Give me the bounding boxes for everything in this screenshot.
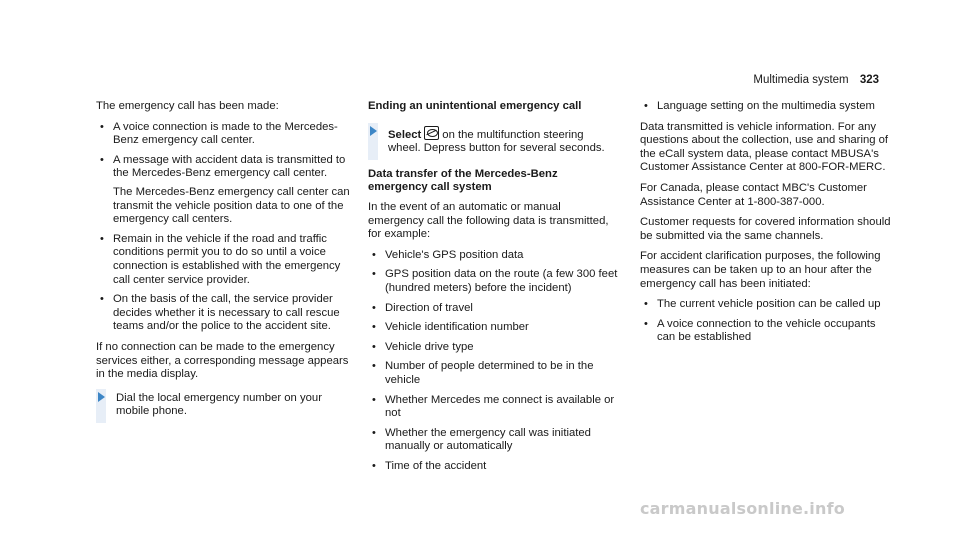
bullet-icon: •	[372, 393, 376, 406]
triangle-right-icon	[370, 126, 377, 136]
bullet-icon: •	[372, 321, 376, 334]
section-heading: Data transfer of the Mercedes-Benz emergency call system	[368, 167, 558, 194]
list-item: • Time of the accident	[372, 459, 487, 472]
measures-list	[640, 298, 895, 345]
list-item: • Vehicle drive type	[372, 340, 474, 353]
language-list	[640, 100, 895, 114]
intro-text: In the event of an automatic or manual emergency call the following data is transmitted, for example:	[368, 200, 609, 241]
section-title: Multimedia system	[753, 74, 849, 86]
bullet-icon: •	[100, 153, 104, 166]
bullet-icon: •	[100, 232, 104, 245]
intro-text: The emergency call has been made:	[96, 100, 279, 112]
bullet-icon: •	[100, 120, 104, 133]
paragraph: For Canada, please contact MBC's Customer Assistance Center at 1-800-387-000.	[640, 181, 867, 208]
column-2	[368, 100, 618, 480]
triangle-right-icon	[98, 392, 105, 402]
section-heading: Ending an unintentional emergency call	[368, 100, 582, 112]
no-connection-text: If no connection can be made to the emergency services either, a corresponding message appears in the media display.	[96, 340, 349, 381]
list-item: • Number of people determined to be in the vehicle	[372, 360, 594, 386]
list-item: • Remain in the vehicle if the road and traffic conditions permit you to do so until a voice connection is established with the emergency call center service provider.	[100, 232, 341, 286]
bullet-icon: •	[372, 268, 376, 281]
list-item: • A voice connection to the vehicle occupants can be established	[644, 317, 876, 344]
list-item: • Whether the emergency call was initiated manually or automatically	[372, 426, 591, 453]
sub-paragraph: The Mercedes-Benz emergency call center can transmit the vehicle position data to one of the emergency call centers.	[113, 185, 350, 226]
paragraph: Customer requests for covered information should be submitted via the same channels.	[640, 216, 891, 242]
column-1	[96, 100, 352, 427]
paragraph: Data transmitted is vehicle information. For any questions about the collection, use and sharing of the eCall system data, please contact MBUSA's Customer Assistance Center at 800-FOR-MERC.	[640, 120, 889, 174]
watermark: carmanualsonline.info	[640, 499, 845, 518]
page-number: 323	[859, 74, 879, 86]
list-item: • GPS position data on the route (a few 300 feet (hundred meters) before the incident)	[372, 268, 618, 294]
page-header	[753, 74, 879, 88]
column-3	[640, 100, 895, 352]
list-item: • Direction of travel	[372, 301, 473, 314]
bullet-icon: •	[372, 426, 376, 439]
paragraph: For accident clarification purposes, the following measures can be taken up to an hour after the emergency call has been initiated:	[640, 250, 881, 290]
instruction-step: Dial the local emergency number on your mobile phone.	[96, 392, 352, 419]
data-transfer-list	[368, 249, 618, 474]
bullet-icon: •	[372, 340, 376, 353]
bullet-icon: •	[100, 293, 104, 306]
list-item: • The current vehicle position can be called up	[644, 298, 881, 311]
list-item: • Vehicle's GPS position data	[372, 248, 524, 261]
bullet-icon: •	[372, 360, 376, 373]
bullet-icon: •	[372, 459, 376, 472]
list-item: • Language setting on the multimedia system	[644, 100, 875, 112]
bullet-icon: •	[644, 100, 648, 112]
list-item: • A message with accident data is transmitted to the Mercedes-Benz emergency call center. The Mercedes-Benz emergency call center can transmit the vehicle position data to one of the emergency call centers.	[96, 154, 352, 227]
bullet-icon: •	[644, 298, 648, 311]
list-item: • Whether Mercedes me connect is available or not	[372, 393, 615, 420]
list-item: • A voice connection is made to the Mercedes-Benz emergency call center.	[100, 120, 338, 147]
hang-up-button-icon	[424, 126, 439, 140]
bullet-icon: •	[372, 248, 376, 261]
list-item: • Vehicle identification number	[372, 321, 529, 334]
instruction-step: Select on the multifunction steering wheel. Depress button for several seconds.	[368, 126, 618, 156]
bullet-icon: •	[372, 301, 376, 314]
list-item: • On the basis of the call, the service provider decides whether it is necessary to call rescue teams and/or the police to the accident site.	[100, 293, 340, 333]
bullet-icon: •	[644, 317, 648, 330]
call-made-list	[96, 121, 352, 334]
